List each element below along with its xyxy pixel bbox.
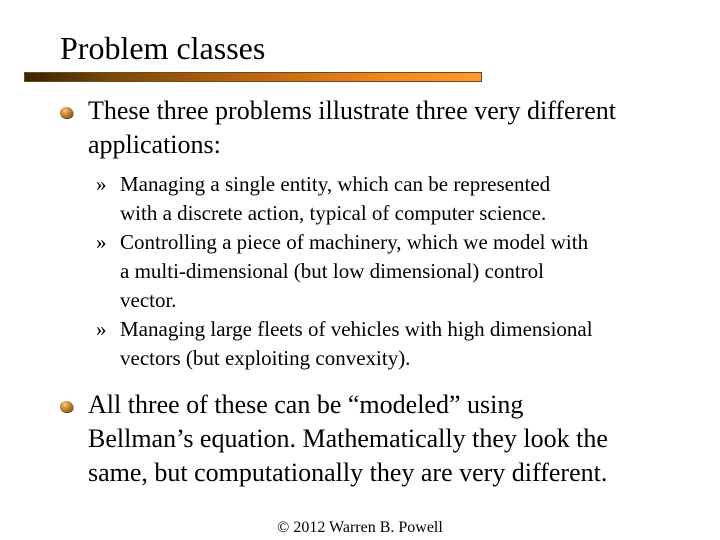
sub-item-2-line-3: vector. (120, 288, 177, 312)
sub-item-3-line-1: Managing large fleets of vehicles with high dimensional (120, 317, 593, 341)
sub-item-marker: » (96, 172, 107, 196)
slide-title: Problem classes (60, 30, 266, 66)
bronze-bullet-icon (60, 401, 73, 412)
bullet-1-text (60, 94, 700, 162)
sub-item-2-line-2: a multi-dimensional (but low dimensional) control (120, 259, 545, 283)
sub-item-marker: » (96, 317, 107, 341)
bullet-2-text (60, 388, 700, 490)
bullet-1-line-2: applications: (88, 130, 221, 159)
sub-item-1-line-1: Managing a single entity, which can be represented (120, 172, 551, 196)
bullet-1-sub-list (96, 170, 696, 373)
sub-item-marker: » (96, 230, 107, 254)
sub-item-1-line-2: with a discrete action, typical of computer science. (120, 201, 547, 225)
bullet-1 (60, 94, 700, 162)
sub-item-3 (96, 315, 696, 373)
bullet-2-line-1: All three of these can be “modeled” using (88, 390, 524, 419)
bullet-2-line-3: same, but computationally they are very different. (88, 458, 608, 487)
bullet-1-line-1: These three problems illustrate three very different (88, 96, 616, 125)
bullet-2-line-2: Bellman’s equation. Mathematically they look the (88, 424, 608, 453)
bronze-bullet-icon (60, 107, 73, 118)
sub-item-2 (96, 228, 696, 315)
bullet-2 (60, 388, 700, 490)
title-underline-bar (24, 72, 482, 82)
copyright-footer: © 2012 Warren B. Powell (277, 519, 443, 536)
sub-item-1 (96, 170, 696, 228)
sub-item-3-line-2: vectors (but exploiting convexity). (120, 346, 411, 370)
sub-item-2-line-1: Controlling a piece of machinery, which we model with (120, 230, 589, 254)
